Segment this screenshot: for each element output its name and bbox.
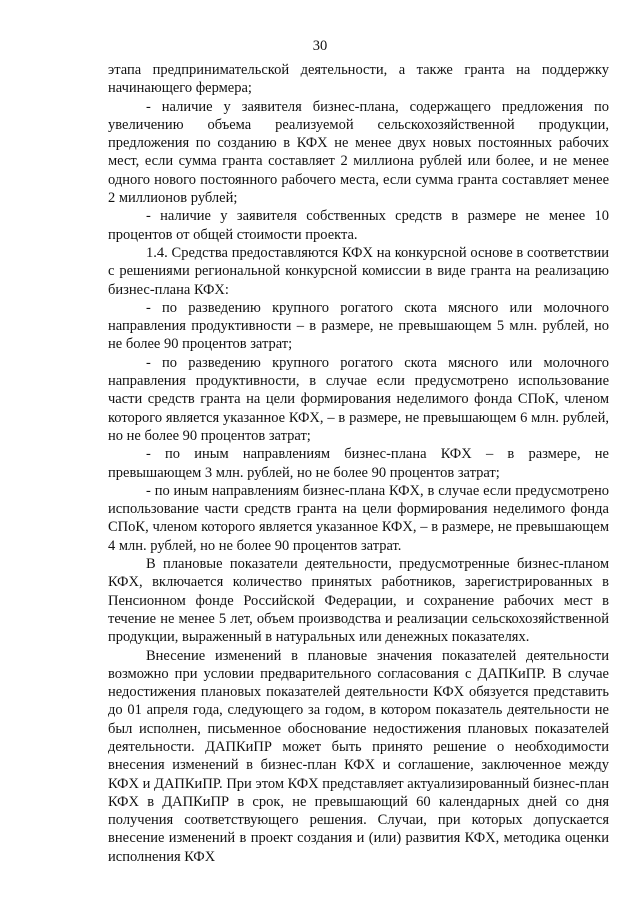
paragraph-business-plan-requirement: - наличие у заявителя бизнес-плана, содержащего предложения по увеличению объема реализуемой сельскохозяйственной продукции, предложения по созданию в КФХ не менее двух новых постоянных рабочих мест, если сумма гранта составляет 2 миллиона рублей или более, и не менее одного нового постоянного рабочего места, если сумма гранта составляет менее 2 миллионов рублей;: [108, 98, 609, 207]
paragraph-cattle-6mln: - по разведению крупного рогатого скота мясного или молочного направления продуктивности, в случае если предусмотрено использование части средств гранта на цели формирования неделимого фонда СПоК, членом которого является указанное КФХ, – в размере, не превышающем 6 млн. рублей, но не более 90 процентов затрат;: [108, 354, 609, 444]
paragraph-section-1-4: 1.4. Средства предоставляются КФХ на конкурсной основе в соответствии с решениями региональной конкурсной комиссии в виде гранта на реализацию бизнес-плана КФХ:: [108, 244, 609, 298]
paragraph-other-3mln: - по иным направлениям бизнес-плана КФХ – в размере, не превышающем 3 млн. рублей, но не более 90 процентов затрат;: [108, 446, 609, 481]
document-body: [108, 61, 609, 866]
paragraph-own-funds-requirement: - наличие у заявителя собственных средств в размере не менее 10 процентов от общей стоимости проекта.: [108, 208, 609, 243]
page-number: 30: [312, 38, 328, 54]
paragraph-continuation: этапа предпринимательской деятельности, а также гранта на поддержку начинающего фермера;: [108, 62, 609, 97]
paragraph-cattle-5mln: - по разведению крупного рогатого скота мясного или молочного направления продуктивности – в размере, не превышающем 5 млн. рублей, но не более 90 процентов затрат;: [108, 299, 609, 353]
paragraph-changes-to-indicators: Внесение изменений в плановые значения показателей деятельности возможно при условии предварительного согласования с ДАПКиПР. В случае недостижения плановых показателей деятельности КФХ обязуется представить до 01 апреля года, следующего за годом, в котором показатель деятельности не был исполнен, письменное обоснование недостижения плановых показателей деятельности. ДАПКиПР может быть принято решение о необходимости внесения изменений в бизнес-план КФХ и соглашение, заключенное между КФХ и ДАПКиПР. При этом КФХ представляет актуализированный бизнес-план КФХ в ДАПКиПР в срок, не превышающий 60 календарных дней со дня получения соответствующего решения. Случаи, при которых допускается внесение изменений в проект создания и (или) развития КФХ, методика оценки исполнения КФХ: [108, 647, 609, 865]
paragraph-planned-indicators: В плановые показатели деятельности, предусмотренные бизнес-планом КФХ, включается количество принятых работников, зарегистрированных в Пенсионном фонде Российской Федерации, и сохранение рабочих мест в течение не менее 5 лет, объем производства и реализации сельскохозяйственной продукции, выраженный в натуральных или денежных показателях.: [108, 556, 609, 646]
paragraph-other-4mln: - по иным направлениям бизнес-плана КФХ, в случае если предусмотрено использование части средств гранта на цели формирования неделимого фонда СПоК, членом которого является указанное КФХ, – в размере, не превышающем 4 млн. рублей, но не более 90 процентов затрат.: [108, 482, 609, 554]
